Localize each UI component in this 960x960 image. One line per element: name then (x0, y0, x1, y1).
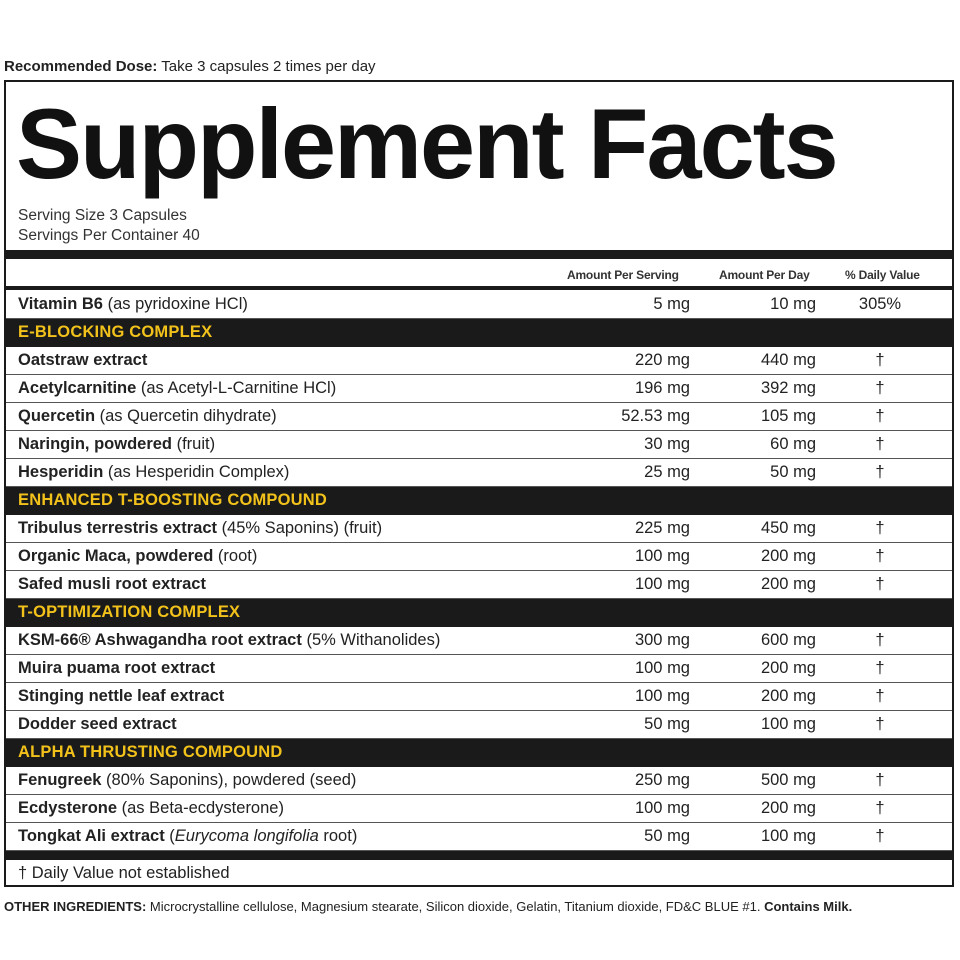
daily-value: † (875, 659, 885, 677)
daily-value: † (875, 519, 885, 537)
daily-value: † (875, 435, 885, 453)
amount-per-day: 392 mg (760, 379, 816, 397)
col-head-day: Amount Per Day (719, 268, 810, 282)
dose-text: Take 3 capsules 2 times per day (161, 58, 376, 75)
ingredient-name (18, 687, 224, 706)
amount-per-serving: 225 mg (634, 519, 690, 537)
daily-value: † (875, 631, 885, 649)
amount-per-serving: 300 mg (634, 631, 690, 649)
daily-value: † (875, 827, 885, 845)
daily-value: † (875, 575, 885, 593)
ingredient-primary: Naringin, powdered (18, 435, 173, 453)
ingredient-detail-end: root) (318, 827, 358, 845)
ingredient-primary: Safed musli root extract (18, 575, 206, 593)
ingredient-primary: Vitamin B6 (18, 295, 103, 313)
ingredient-detail: (as Acetyl-L-Carnitine HCl) (136, 379, 337, 397)
ingredient-primary: Organic Maca, powdered (18, 547, 214, 565)
section-title: ALPHA THRUSTING COMPOUND (18, 743, 283, 761)
ingredient-name (18, 799, 284, 818)
amount-per-day: 450 mg (760, 519, 816, 537)
footnote: † Daily Value not established (18, 864, 230, 882)
table-row (6, 795, 952, 823)
table-row (6, 767, 952, 795)
table-row (6, 571, 952, 599)
section-header (6, 319, 952, 347)
ingredient-name (18, 547, 257, 566)
table-row (6, 543, 952, 571)
amount-per-day: 50 mg (770, 463, 816, 481)
servings-per-container: Servings Per Container 40 (18, 227, 200, 244)
table-row (6, 291, 952, 319)
amount-per-day: 60 mg (770, 435, 816, 453)
ingredient-detail: ( (164, 827, 175, 845)
daily-value: † (875, 407, 885, 425)
ingredient-name (18, 351, 147, 370)
serving-info (18, 206, 200, 246)
ingredient-detail: (as Beta-ecdysterone) (117, 799, 284, 817)
ingredient-primary: Fenugreek (18, 771, 102, 789)
supplement-facts-panel (4, 80, 954, 887)
ingredient-name (18, 659, 215, 678)
ingredient-name (18, 715, 177, 734)
daily-value: † (875, 715, 885, 733)
amount-per-serving: 100 mg (634, 687, 690, 705)
contains-milk: Contains Milk. (764, 899, 853, 914)
daily-value: † (875, 547, 885, 565)
ingredient-primary: Muira puama root extract (18, 659, 216, 677)
table-row (6, 403, 952, 431)
divider-header (6, 286, 952, 290)
section-title: ENHANCED T-BOOSTING COMPOUND (18, 491, 328, 509)
ingredient-primary: Tongkat Ali extract (18, 827, 165, 845)
recommended-dose (4, 58, 376, 75)
amount-per-day: 500 mg (760, 771, 816, 789)
ingredient-detail: (45% Saponins) (fruit) (217, 519, 383, 537)
ingredient-detail: (5% Withanolides) (301, 631, 441, 649)
table-row (6, 515, 952, 543)
panel-title: Supplement Facts (16, 88, 837, 199)
ingredient-name (18, 295, 248, 314)
ingredient-primary: Dodder seed extract (18, 715, 177, 733)
amount-per-day: 200 mg (760, 687, 816, 705)
dose-label: Recommended Dose: (4, 58, 158, 75)
ingredient-primary: Tribulus terrestris extract (18, 519, 217, 537)
ingredient-name (18, 379, 336, 398)
section-header (6, 739, 952, 767)
daily-value: † (875, 799, 885, 817)
section-title: E-BLOCKING COMPLEX (18, 323, 213, 341)
ingredient-primary: Ecdysterone (18, 799, 118, 817)
ingredient-name (18, 771, 356, 790)
table-row (6, 431, 952, 459)
table-row (6, 683, 952, 711)
amount-per-serving: 5 mg (653, 295, 690, 313)
table-row (6, 375, 952, 403)
amount-per-serving: 50 mg (644, 827, 690, 845)
col-head-serving: Amount Per Serving (567, 268, 679, 282)
amount-per-serving: 220 mg (634, 351, 690, 369)
amount-per-serving: 52.53 mg (621, 407, 690, 425)
ingredient-detail: (root) (213, 547, 258, 565)
table-row (6, 459, 952, 487)
amount-per-day: 600 mg (760, 631, 816, 649)
daily-value: † (875, 687, 885, 705)
amount-per-day: 440 mg (760, 351, 816, 369)
section-header (6, 599, 952, 627)
section-title: T-OPTIMIZATION COMPLEX (18, 603, 241, 621)
table-row (6, 347, 952, 375)
amount-per-serving: 100 mg (634, 575, 690, 593)
ingredient-primary: Oatstraw extract (18, 351, 148, 369)
table-row (6, 711, 952, 739)
amount-per-day: 200 mg (760, 547, 816, 565)
amount-per-serving: 196 mg (634, 379, 690, 397)
daily-value: † (875, 771, 885, 789)
amount-per-day: 200 mg (760, 659, 816, 677)
ingredient-detail: (as pyridoxine HCl) (102, 295, 248, 313)
other-ingredients-text: Microcrystalline cellulose, Magnesium stearate, Silicon dioxide, Gelatin, Titanium dioxide, FD&C BLUE #1. (146, 899, 765, 914)
ingredient-name (18, 519, 382, 538)
ingredient-species: Eurycoma longifolia (174, 827, 319, 845)
ingredient-name (18, 827, 357, 846)
ingredient-detail: (fruit) (172, 435, 216, 453)
serving-size: Serving Size 3 Capsules (18, 207, 187, 224)
amount-per-day: 100 mg (760, 827, 816, 845)
amount-per-serving: 50 mg (644, 715, 690, 733)
section-header (6, 487, 952, 515)
ingredient-name (18, 631, 440, 650)
amount-per-day: 10 mg (770, 295, 816, 313)
amount-per-serving: 30 mg (644, 435, 690, 453)
ingredient-primary: Acetylcarnitine (18, 379, 137, 397)
table-row (6, 655, 952, 683)
amount-per-day: 105 mg (760, 407, 816, 425)
other-ingredients-label: OTHER INGREDIENTS: (4, 899, 147, 914)
ingredient-name (18, 575, 206, 594)
ingredient-primary: Hesperidin (18, 463, 104, 481)
daily-value: † (875, 379, 885, 397)
ingredient-name (18, 463, 289, 482)
table-row (6, 627, 952, 655)
divider-top (6, 250, 952, 259)
amount-per-serving: 250 mg (634, 771, 690, 789)
table-row (6, 823, 952, 851)
amount-per-day: 100 mg (760, 715, 816, 733)
ingredient-primary: KSM-66® Ashwagandha root extract (18, 631, 302, 649)
ingredient-primary: Stinging nettle leaf extract (18, 687, 225, 705)
amount-per-day: 200 mg (760, 799, 816, 817)
daily-value: † (875, 351, 885, 369)
amount-per-day: 200 mg (760, 575, 816, 593)
daily-value: 305% (858, 295, 902, 313)
ingredient-detail: (80% Saponins), powdered (seed) (101, 771, 357, 789)
ingredient-name (18, 435, 215, 454)
ingredient-detail: (as Hesperidin Complex) (103, 463, 290, 481)
amount-per-serving: 25 mg (644, 463, 690, 481)
ingredient-detail: (as Quercetin dihydrate) (95, 407, 277, 425)
other-ingredients (4, 899, 852, 914)
amount-per-serving: 100 mg (634, 799, 690, 817)
amount-per-serving: 100 mg (634, 659, 690, 677)
ingredient-name (18, 407, 277, 426)
amount-per-serving: 100 mg (634, 547, 690, 565)
col-head-dv: % Daily Value (845, 268, 920, 282)
divider-bottom (6, 851, 952, 860)
daily-value: † (875, 463, 885, 481)
ingredient-primary: Quercetin (18, 407, 96, 425)
